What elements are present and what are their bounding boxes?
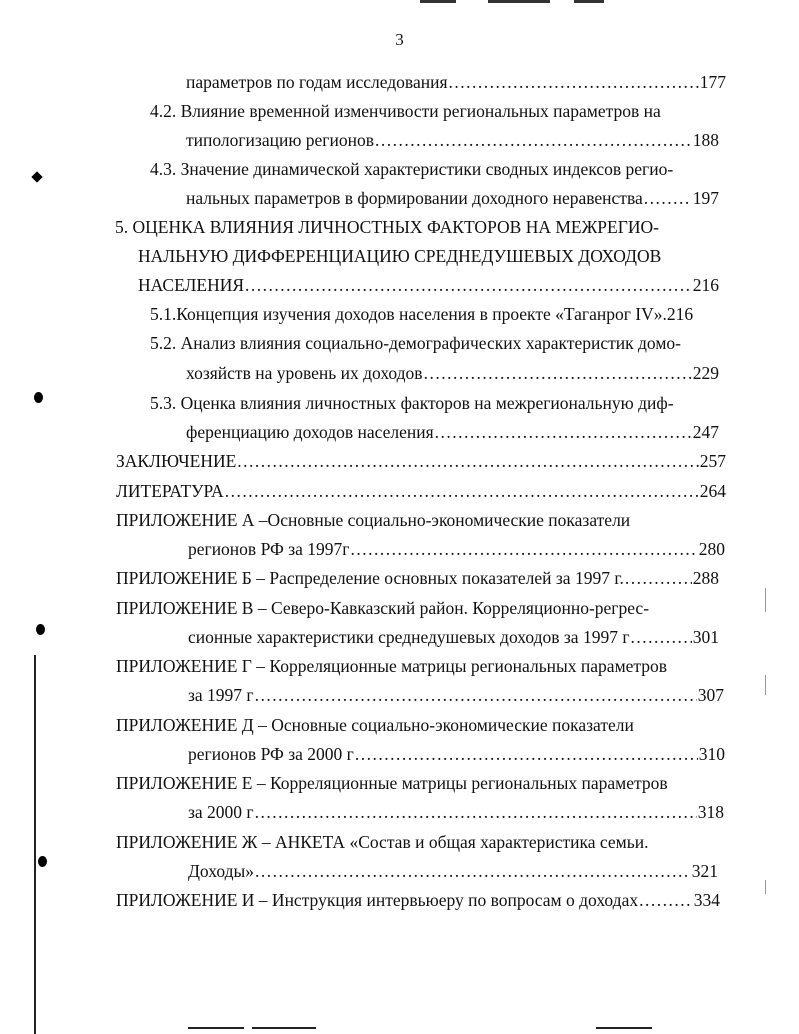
toc-entry-title: за 2000 г [188,802,254,822]
toc-entry [116,450,726,472]
toc-entry [188,538,725,560]
toc-line: ПРИЛОЖЕНИЕ Д – Основные социально-экономические показатели [116,715,634,735]
toc-entry-title: ференциацию доходов населения [186,422,434,442]
toc-entry-title: регионов РФ за 1997г [188,539,350,559]
scan-mark [420,0,456,3]
toc-entry-page: 247 [692,422,719,442]
toc-entry [186,187,719,209]
toc-line: 5.2. Анализ влияния социально-демографических характеристик домо- [150,333,681,353]
toc-entry-page: 310 [698,744,725,764]
toc-line: ПРИЛОЖЕНИЕ Г – Корреляционные матрицы региональных параметров [116,656,668,676]
binder-mark [38,856,47,867]
scan-mark [488,0,550,3]
binder-mark [36,624,45,635]
toc-line: 5.3. Оценка влияния личностных факторов на межрегиональную диф- [150,393,674,413]
toc-entry [188,743,725,765]
binder-mark [34,392,43,403]
toc-line: НАЛЬНУЮ ДИФФЕРЕНЦИАЦИЮ СРЕДНЕДУШЕВЫХ ДОХОДОВ [138,246,662,266]
toc-entry-title: параметров по годам исследования [186,72,448,92]
toc-entry [186,71,726,93]
toc-entry-title: типологизацию регионов [186,130,374,150]
toc-entry [188,801,724,823]
toc-entry-title: ЛИТЕРАТУРА [116,481,224,501]
toc-entry-title: ПРИЛОЖЕНИЕ Б – Распределение основных показателей за 1997 г. [116,568,624,588]
toc-line: 4.3. Значение динамической характеристики сводных индексов регио- [150,159,674,179]
toc-entry-page: 257 [699,451,726,471]
toc-entry [116,889,720,911]
scan-mark [765,588,766,612]
scan-mark [574,0,604,3]
binder-mark [31,171,42,182]
page-number: 3 [395,30,404,49]
toc-entry-title: ПРИЛОЖЕНИЕ И – Инструкция интервьюеру по вопросам о доходах [116,890,639,910]
toc-entry-page: 177 [699,72,726,92]
toc-line: ПРИЛОЖЕНИЕ В – Северо-Кавказский район. Корреляционно-регрес- [116,598,650,618]
toc-line: ПРИЛОЖЕНИЕ А –Основные социально-экономические показатели [116,510,631,530]
toc-entry-page: 188 [692,130,719,150]
toc-entry-page: 197 [692,188,719,208]
toc-entry-title: ЗАКЛЮЧЕНИЕ [116,451,237,471]
toc-entry-page: 280 [698,539,725,559]
toc-entry-page: 216 [692,275,719,295]
toc-line: 4.2. Влияние временной изменчивости региональных параметров на [150,101,661,121]
toc-entry [116,567,719,589]
toc-entry [188,860,718,882]
toc-entry-title: хозяйств на уровень их доходов [186,363,423,383]
scan-mark [252,1027,316,1029]
toc-entry-page: 301 [692,627,719,647]
toc-line: ПРИЛОЖЕНИЕ Е – Корреляционные матрицы региональных параметров [116,773,668,793]
toc-line: 5.1.Концепция изучения доходов населения в проекте «Таганрог IV».216 [150,304,694,324]
toc-entry-page: 288 [692,568,719,588]
toc-entry [138,274,719,296]
toc-entry-page: 321 [691,861,718,881]
scan-mark [596,1027,652,1029]
toc-entry-title: Доходы» [188,861,254,881]
toc-entry-page: 318 [697,802,724,822]
scan-mark [188,1027,244,1029]
toc-entry-page: 307 [697,685,724,705]
toc-entry-title: за 1997 г [188,685,254,705]
toc-line: ПРИЛОЖЕНИЕ Ж – АНКЕТА «Состав и общая характеристика семьи. [116,832,649,852]
scan-mark [765,675,766,695]
toc-entry-page: 229 [692,363,719,383]
margin-line [34,655,36,1034]
toc-entry-title: НАСЕЛЕНИЯ [138,275,245,295]
toc-entry [186,421,719,443]
toc-entry [188,626,719,648]
toc-entry-page: 264 [699,481,726,501]
scan-mark [765,880,766,894]
toc-entry [116,480,726,502]
toc-entry [186,129,719,151]
toc-line: 5. ОЦЕНКА ВЛИЯНИЯ ЛИЧНОСТНЫХ ФАКТОРОВ НА МЕЖРЕГИО- [115,217,659,237]
toc-entry [188,684,724,706]
toc-entry [186,362,719,384]
toc-entry-title: нальных параметров в формировании доходного неравенства [186,188,643,208]
toc-entry-title: регионов РФ за 2000 г [188,744,354,764]
toc-entry-title: сионные характеристики среднедушевых доходов за 1997 г [188,627,630,647]
toc-entry-page: 334 [693,890,720,910]
